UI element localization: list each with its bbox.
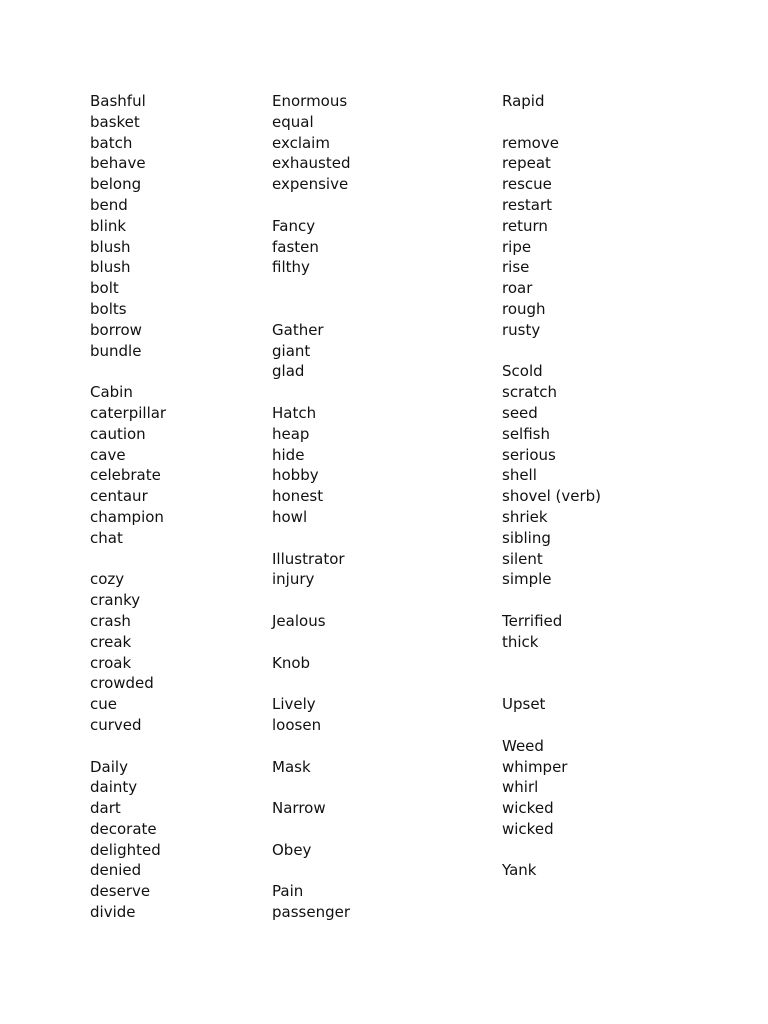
- word-item: rise: [502, 258, 530, 277]
- spacer: [272, 382, 351, 403]
- spacer: [90, 549, 166, 570]
- word-item: denied: [90, 861, 142, 880]
- word-item: simple: [502, 570, 552, 589]
- word-item: wicked: [502, 799, 554, 818]
- word-item: hobby: [272, 466, 319, 485]
- word-item: basket: [90, 112, 140, 131]
- word-item: cranky: [90, 591, 141, 610]
- spacer: [272, 673, 351, 694]
- word-item: Knob: [272, 653, 311, 672]
- word-item: curved: [90, 715, 142, 734]
- word-item: Bashful: [90, 92, 146, 110]
- word-item: wicked: [502, 819, 554, 838]
- word-item: crash: [90, 611, 131, 630]
- spacer: [272, 590, 351, 611]
- word-item: Enormous: [272, 92, 348, 110]
- spacer: [272, 819, 351, 840]
- word-item: Obey: [272, 840, 312, 859]
- word-item: Gather: [272, 320, 324, 339]
- word-item: delighted: [90, 840, 161, 859]
- spacer: [90, 361, 166, 382]
- word-item: roar: [502, 279, 533, 298]
- word-item: scratch: [502, 383, 558, 402]
- word-item: dainty: [90, 778, 138, 797]
- word-item: howl: [272, 507, 308, 526]
- word-item: deserve: [90, 882, 151, 901]
- spacer: [502, 112, 601, 133]
- word-item: ripe: [502, 237, 532, 256]
- word-item: cozy: [90, 570, 125, 589]
- word-item: passenger: [272, 903, 350, 922]
- word-item: whimper: [502, 757, 568, 776]
- word-item: Cabin: [90, 383, 133, 402]
- word-item: exhausted: [272, 154, 351, 173]
- spacer: [502, 673, 601, 694]
- word-item: giant: [272, 341, 311, 360]
- word-item: hide: [272, 445, 305, 464]
- word-item: remove: [502, 133, 559, 152]
- spacer: [272, 278, 351, 299]
- word-item: fasten: [272, 237, 319, 256]
- word-item: Upset: [502, 695, 546, 714]
- word-column-2: [272, 91, 351, 923]
- word-item: blush: [90, 237, 131, 256]
- word-item: caterpillar: [90, 403, 167, 422]
- word-item: Pain: [272, 882, 304, 901]
- word-item: Illustrator: [272, 549, 345, 568]
- word-item: cue: [90, 695, 117, 714]
- word-item: Mask: [272, 757, 311, 776]
- word-item: honest: [272, 487, 324, 506]
- word-item: restart: [502, 195, 553, 214]
- word-item: rescue: [502, 175, 552, 194]
- word-item: cave: [90, 445, 126, 464]
- word-item: crowded: [90, 674, 154, 693]
- word-item: chat: [90, 528, 123, 547]
- spacer: [272, 736, 351, 757]
- word-item: shriek: [502, 507, 548, 526]
- word-item: Rapid: [502, 92, 545, 110]
- word-item: champion: [90, 507, 164, 526]
- spacer: [272, 777, 351, 798]
- word-item: bolts: [90, 299, 127, 318]
- word-item: sibling: [502, 528, 551, 547]
- word-item: thick: [502, 632, 539, 651]
- spacer: [272, 632, 351, 653]
- word-item: seed: [502, 403, 538, 422]
- word-item: Fancy: [272, 216, 316, 235]
- word-item: bolt: [90, 279, 119, 298]
- word-item: centaur: [90, 487, 148, 506]
- spacer: [502, 590, 601, 611]
- word-item: loosen: [272, 715, 322, 734]
- word-item: injury: [272, 570, 315, 589]
- word-item: filthy: [272, 258, 310, 277]
- word-item: expensive: [272, 175, 349, 194]
- spacer: [502, 653, 601, 674]
- word-item: belong: [90, 175, 142, 194]
- word-item: shovel (verb): [502, 487, 602, 506]
- word-item: exclaim: [272, 133, 330, 152]
- word-item: batch: [90, 133, 133, 152]
- word-item: bundle: [90, 341, 142, 360]
- word-item: behave: [90, 154, 146, 173]
- word-item: Yank: [502, 861, 537, 880]
- word-column-1: [90, 91, 166, 923]
- spacer: [502, 715, 601, 736]
- word-item: rusty: [502, 320, 541, 339]
- word-item: blush: [90, 258, 131, 277]
- word-item: decorate: [90, 819, 157, 838]
- word-item: borrow: [90, 320, 142, 339]
- word-item: dart: [90, 799, 121, 818]
- word-item: silent: [502, 549, 543, 568]
- word-item: Daily: [90, 757, 128, 776]
- word-item: equal: [272, 112, 314, 131]
- spacer: [90, 736, 166, 757]
- word-item: croak: [90, 653, 132, 672]
- word-item: glad: [272, 362, 305, 381]
- word-item: celebrate: [90, 466, 161, 485]
- word-item: heap: [272, 424, 310, 443]
- word-item: return: [502, 216, 548, 235]
- word-item: Scold: [502, 362, 543, 381]
- spacer: [272, 195, 351, 216]
- word-item: repeat: [502, 154, 551, 173]
- word-item: serious: [502, 445, 556, 464]
- word-item: Weed: [502, 736, 544, 755]
- word-item: selfish: [502, 424, 550, 443]
- spacer: [272, 528, 351, 549]
- word-item: Lively: [272, 695, 316, 714]
- word-item: Hatch: [272, 403, 317, 422]
- word-item: whirl: [502, 778, 539, 797]
- word-item: blink: [90, 216, 127, 235]
- word-item: divide: [90, 903, 136, 922]
- spacer: [272, 299, 351, 320]
- word-item: Narrow: [272, 799, 326, 818]
- word-item: bend: [90, 195, 128, 214]
- word-item: rough: [502, 299, 546, 318]
- word-column-3: [502, 91, 601, 881]
- word-item: caution: [90, 424, 146, 443]
- word-item: shell: [502, 466, 537, 485]
- word-item: creak: [90, 632, 132, 651]
- spacer: [272, 860, 351, 881]
- spacer: [502, 840, 601, 861]
- word-item: Terrified: [502, 611, 563, 630]
- word-item: Jealous: [272, 611, 326, 630]
- spacer: [502, 341, 601, 362]
